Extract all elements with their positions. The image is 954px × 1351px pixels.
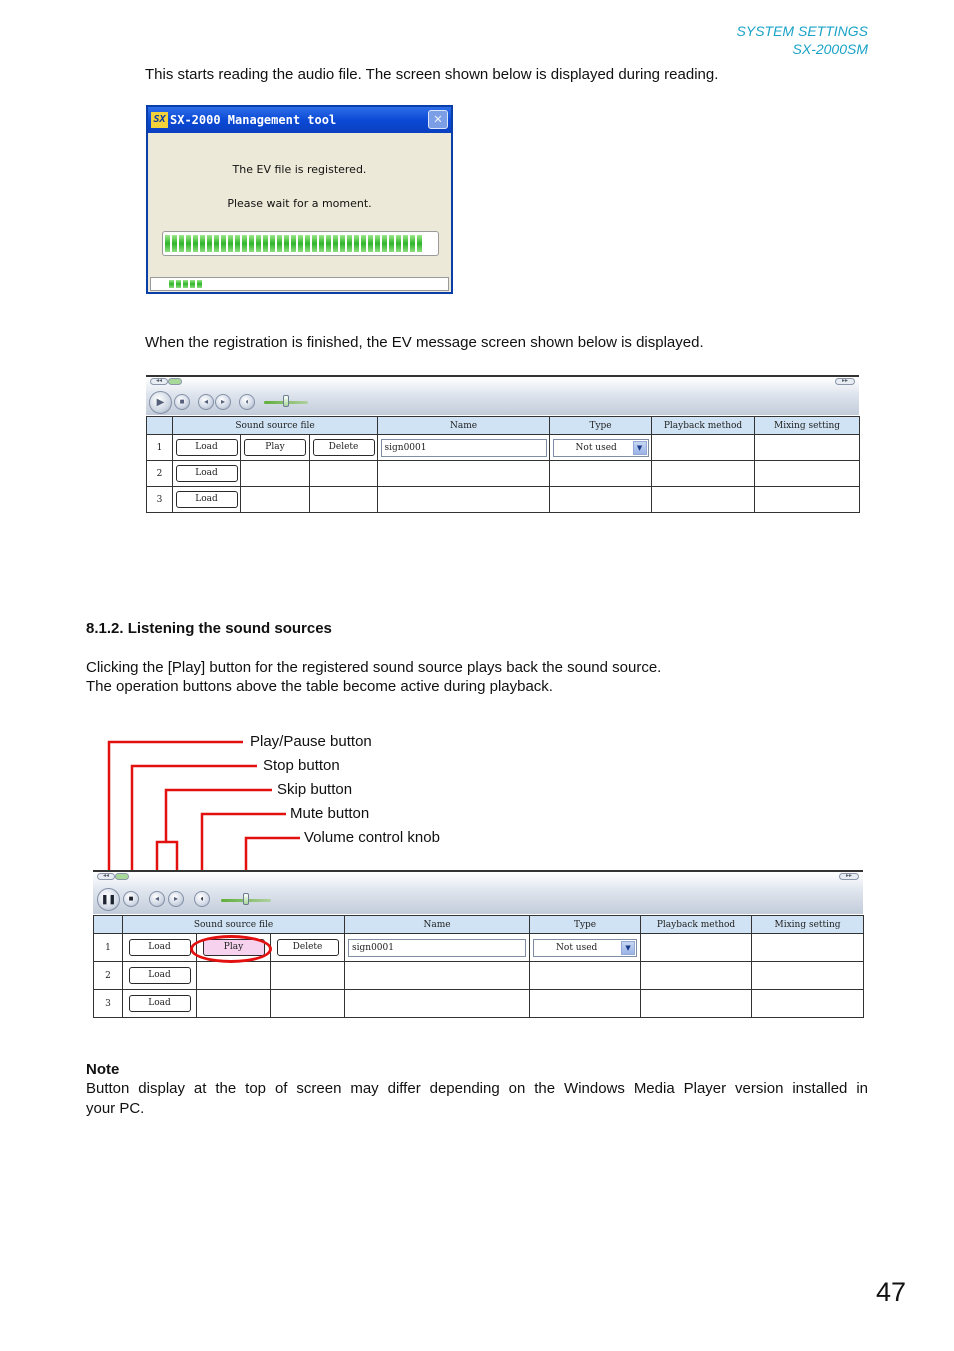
page-number: 47 <box>876 1277 907 1307</box>
header-model: SX-2000SM <box>792 41 868 57</box>
note-line-2: your PC. <box>86 1100 145 1117</box>
header-mixing: Mixing setting <box>755 417 860 435</box>
view-toggle-icon[interactable] <box>115 873 129 880</box>
pause-icon[interactable]: ❚❚ <box>97 888 120 911</box>
load-button[interactable]: Load <box>176 439 238 456</box>
header-name: Name <box>378 417 550 435</box>
dropdown-arrow-icon[interactable]: ▼ <box>633 441 647 455</box>
playback-cell[interactable] <box>641 934 752 962</box>
play-button[interactable]: Play <box>203 939 265 956</box>
compact-mode-icon[interactable]: ◂◂ <box>97 873 115 880</box>
header-name: Name <box>345 916 530 934</box>
intro-text: This starts reading the audio file. The screen shown below is displayed during reading. <box>145 66 719 83</box>
row-number: 1 <box>147 435 173 461</box>
expand-icon[interactable]: ▸▸ <box>839 873 859 880</box>
callout-play-pause: Play/Pause button <box>250 733 372 750</box>
delete-button[interactable]: Delete <box>277 939 339 956</box>
volume-knob-icon[interactable] <box>243 893 249 905</box>
load-button[interactable]: Load <box>176 465 238 482</box>
row-number: 1 <box>94 934 123 962</box>
mute-icon[interactable]: ◖ <box>239 394 255 410</box>
row-number: 3 <box>147 487 173 513</box>
expand-icon[interactable]: ▸▸ <box>835 378 855 385</box>
note-line-1: Button display at the top of screen may differ depending on the Windows Media Player version installed in <box>86 1080 868 1097</box>
sound-table <box>93 915 864 1018</box>
table-row <box>94 962 864 990</box>
callout-volume: Volume control knob <box>304 829 440 846</box>
header-number <box>94 916 123 934</box>
section-heading: 8.1.2. Listening the sound sources <box>86 620 332 637</box>
name-input[interactable]: sign0001 <box>348 939 526 957</box>
header-section: SYSTEM SETTINGS <box>736 23 868 39</box>
load-button[interactable]: Load <box>129 939 191 956</box>
player-toolbar <box>93 870 863 914</box>
registered-text: When the registration is finished, the EV message screen shown below is displayed. <box>145 334 704 351</box>
previous-icon[interactable]: ◂ <box>149 891 165 907</box>
callout-skip: Skip button <box>277 781 353 798</box>
type-value: Not used <box>575 442 617 453</box>
play-button-highlight <box>190 935 272 963</box>
compact-mode-icon[interactable]: ◂◂ <box>150 378 168 385</box>
previous-icon[interactable]: ◂ <box>198 394 214 410</box>
name-input[interactable]: sign0001 <box>381 439 547 457</box>
body-line-2: The operation buttons above the table become active during playback. <box>86 678 553 695</box>
header-type: Type <box>550 417 652 435</box>
row-number: 2 <box>147 461 173 487</box>
dialog-message-2: Please wait for a moment. <box>227 197 372 210</box>
type-select[interactable] <box>533 939 637 957</box>
playback-screen <box>93 870 863 1022</box>
header-mixing: Mixing setting <box>752 916 864 934</box>
next-icon[interactable]: ▸ <box>168 891 184 907</box>
header-sound-file: Sound source file <box>173 417 378 435</box>
stop-icon[interactable]: ■ <box>174 394 190 410</box>
body-line-1: Clicking the [Play] button for the registered sound source plays back the sound source. <box>86 659 662 676</box>
row-number: 2 <box>94 962 123 990</box>
header-type: Type <box>530 916 641 934</box>
mixing-cell[interactable] <box>752 934 864 962</box>
note-title: Note <box>86 1061 120 1078</box>
header-sound-file: Sound source file <box>123 916 345 934</box>
dialog-message-1: The EV file is registered. <box>232 163 367 176</box>
callout-stop: Stop button <box>263 757 340 774</box>
app-logo-icon: SX <box>151 112 168 128</box>
dropdown-arrow-icon[interactable]: ▼ <box>621 941 635 955</box>
play-button[interactable]: Play <box>244 439 306 456</box>
dialog-title: SX-2000 Management tool <box>170 113 337 127</box>
load-button[interactable]: Load <box>129 995 191 1012</box>
callout-mute: Mute button <box>290 805 370 822</box>
row-number: 3 <box>94 990 123 1018</box>
mute-icon[interactable]: ◖ <box>194 891 210 907</box>
stop-icon[interactable]: ■ <box>123 891 139 907</box>
close-icon[interactable]: ✕ <box>428 110 448 129</box>
load-button[interactable]: Load <box>129 967 191 984</box>
next-icon[interactable]: ▸ <box>215 394 231 410</box>
header-playback: Playback method <box>652 417 755 435</box>
table-row <box>94 990 864 1018</box>
header-playback: Playback method <box>641 916 752 934</box>
load-button[interactable]: Load <box>176 491 238 508</box>
type-value: Not used <box>556 942 598 953</box>
table-header <box>94 916 864 934</box>
delete-button[interactable]: Delete <box>313 439 375 456</box>
play-icon[interactable]: ▶ <box>149 391 172 414</box>
